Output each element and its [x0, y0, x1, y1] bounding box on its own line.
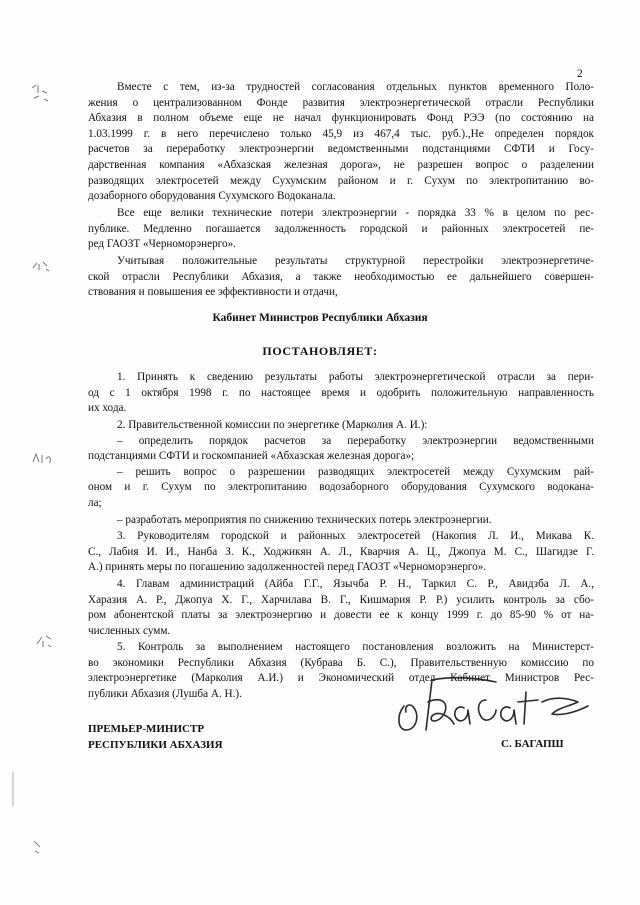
page-number: 2 [577, 68, 583, 80]
text-line: С., Лабия И. И., Нанба З. К., Ходжикян А. Л., Кварчия А. Ц., Джопуа М. С., Шагидзе Г. [88, 545, 594, 558]
text-line: Абхазия в полном объеме еще не начал функционировать Фонд РЭЭ (по состоянию на [88, 112, 594, 125]
text-line: – решить вопрос о разрешении разводящих электросетей между Сухумским рай- [117, 465, 594, 478]
text-line: 4. Главам администраций (Айба Г.Г., Язычба Р. Н., Таркил С. Р., Авидзба Л. А., [117, 578, 594, 590]
decree-item-4 [88, 577, 594, 639]
decree-item-1 [88, 370, 594, 417]
margin-scan-mark [34, 632, 54, 650]
text-line: ром абонентской платы за электроэнергию и довести ее к концу 1999 г. до 85-90 % от на- [88, 609, 594, 622]
text-line: численных сумм. [88, 624, 171, 637]
handwritten-signature [392, 672, 612, 742]
margin-scan-mark [30, 838, 44, 856]
text-line: дозаборного оборудования Сухумского Водоканала. [88, 190, 336, 203]
text-line: А.) принять меры по погашению задолженностей перед ГАОЗТ «Черноморэнерго». [88, 561, 487, 574]
text-line: во экономики Республики Абхазия (Кубрава Б. С.), Правительственную комиссию по [88, 656, 594, 669]
text-line: расчетов за переработку электроэнергии ведомственными подстанциями СФТИ и Госу- [88, 143, 594, 156]
text-line: Все еще велики технические потери электроэнергии - порядка 33 % в целом по рес- [117, 207, 594, 219]
decree-item-2 [88, 418, 594, 512]
text-line: ствования и повышения ее эффективности и отдачи, [88, 286, 338, 299]
signatory-title-line: РЕСПУБЛИКИ АБХАЗИЯ [88, 739, 223, 751]
text-line: ла; [88, 496, 102, 509]
margin-scan-mark [8, 770, 18, 810]
text-line: ред ГАОЗТ «Черноморэнерго». [88, 238, 236, 251]
text-line: 1.03.1999 г. в него перечислено только 45,9 из 467,4 тыс. руб.).,Не определен порядок [88, 127, 594, 140]
margin-scan-mark [28, 82, 52, 104]
margin-scan-mark [30, 450, 56, 466]
text-line: жения о централизованном Фонде развития электроэнергетической отрасли Республики [88, 96, 594, 109]
text-line: оном и г. Сухум по электропитанию водозаборного оборудования Сухумского водокана- [88, 481, 594, 494]
margin-scan-mark [30, 258, 52, 274]
text-line: Вместе с тем, из-за трудностей согласования отдельных пунктов временного Поло- [117, 81, 594, 93]
signatory-name: С. БАГАПШ [501, 738, 564, 750]
paragraph-considering [88, 254, 594, 301]
text-line: ской отрасли Республики Абхазия, а также необходимостью ее дальнейшего совершен- [88, 270, 594, 283]
text-line: подстанциями СФТИ и госкомпанией «Абхазская железная дорога»; [88, 450, 415, 463]
signatory-title-line: ПРЕМЬЕР-МИНИСТР [88, 723, 205, 735]
decree-item-3 [88, 529, 594, 576]
text-line: разводящих электросетей между Сухумским районом и г. Сухум по электропитанию во- [88, 174, 594, 187]
text-line: электроэнергетике (Марколия А.И.) и Экономический отдел Кабинет Министров Рес- [88, 672, 594, 685]
text-line: од с 1 октября 1998 г. по настоящее время и одобрить положительную направленность [88, 386, 594, 399]
text-line: – разработать мероприятия по снижению технических потерь электроэнергии. [117, 514, 492, 526]
cabinet-heading: Кабинет Министров Республики Абхазия [212, 312, 428, 324]
text-line: 2. Правительственной комиссии по энергетике (Марколия А. И.): [117, 419, 428, 431]
text-line: 5. Контроль за выполнением настоящего постановления возложить на Министерст- [117, 641, 594, 653]
text-line: их хода. [88, 402, 127, 415]
text-line: 3. Руководителям городской и районных электросетей (Накопия Л. И., Микава К. [117, 530, 594, 542]
paragraph-losses [88, 206, 594, 253]
text-line: публики Абхазия (Лушба А. Н.). [88, 687, 242, 700]
paragraph-intro [88, 80, 594, 205]
text-line: Харазия А. Р., Джопуа Х. Г., Харчилава В. Г., Кишмария Р. Р.) усилить контроль за сбо- [88, 593, 594, 606]
text-line: Учитывая положительные результаты структурной перестройки электроэнергетиче- [117, 255, 594, 267]
text-line: 1. Принять к сведению результаты работы электроэнергетической отрасли за пери- [117, 371, 594, 383]
text-line: – определить порядок расчетов за переработку электроэнергии ведомственными [117, 434, 594, 447]
decree-heading: ПОСТАНОВЛЯЕТ: [262, 344, 378, 358]
decree-item-2c [88, 513, 594, 529]
text-line: дарственная компания «Абхазская железная дорога», не разрешен вопрос о разделении [88, 158, 594, 171]
signatory-title [88, 721, 223, 753]
text-line: публике. Медленно погашается задолженность городской и районных электросетей пе- [88, 222, 594, 235]
